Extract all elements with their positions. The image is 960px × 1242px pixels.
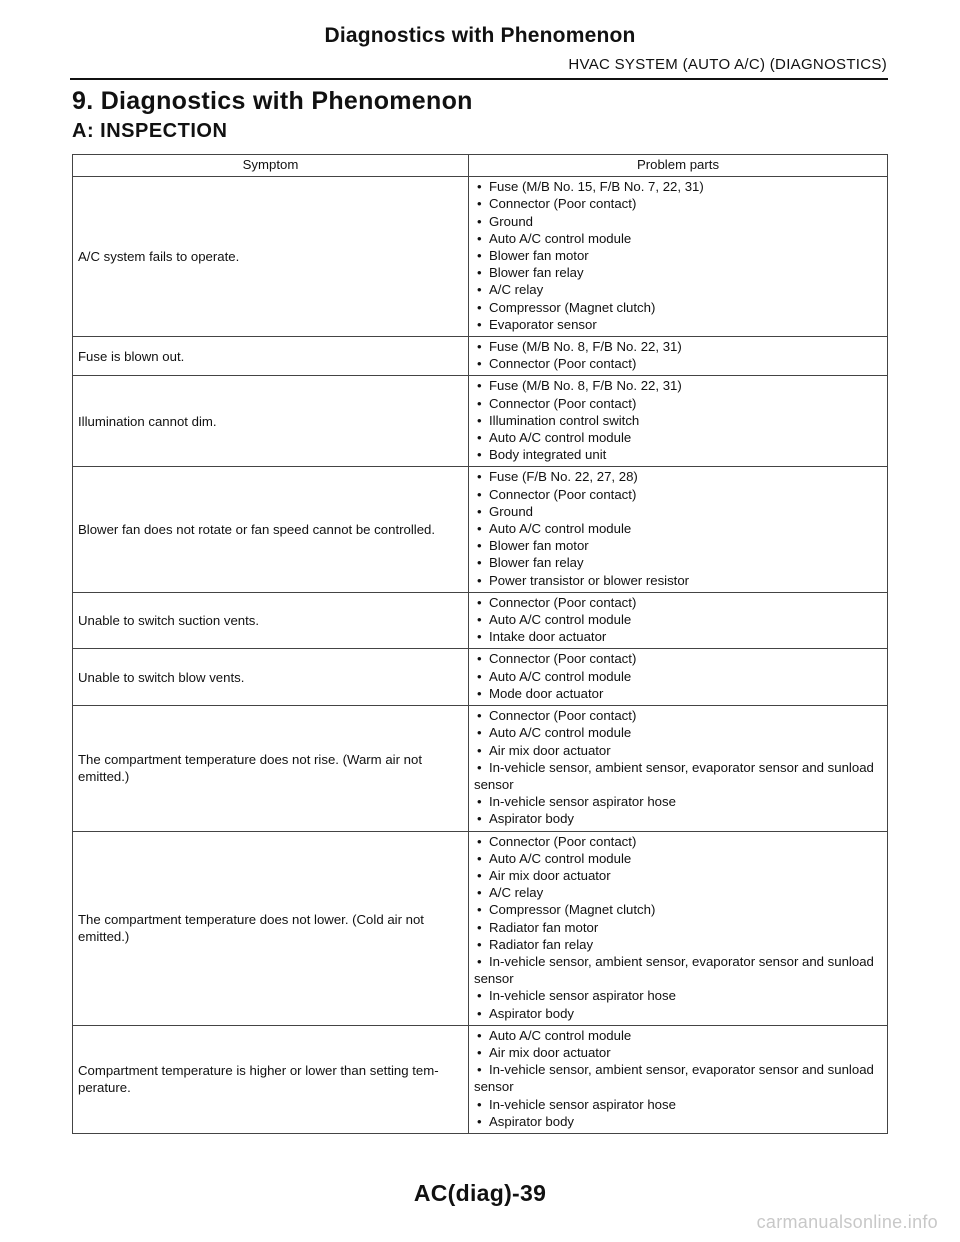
problem-part-text: Compressor (Magnet clutch) (489, 902, 656, 918)
bullet-icon: • (477, 902, 482, 918)
bullet-icon: • (477, 651, 482, 667)
table-row (73, 177, 888, 337)
section-subtitle: A: INSPECTION (72, 120, 228, 142)
problem-part-item (474, 377, 883, 394)
problem-part-item (474, 178, 883, 195)
bullet-icon: • (477, 521, 482, 537)
problem-part-item (474, 867, 883, 884)
problem-part-item (474, 759, 883, 793)
bullet-icon: • (477, 759, 482, 775)
problem-part-item (474, 281, 883, 298)
bullet-icon: • (477, 538, 482, 554)
table-row (73, 592, 888, 649)
bullet-icon: • (477, 850, 482, 866)
problem-part-text: Body integrated unit (489, 447, 607, 463)
problem-part-text: Connector (Poor contact) (489, 356, 637, 372)
bullet-icon: • (477, 668, 482, 684)
symptom-cell: Blower fan does not rotate or fan speed cannot be controlled. (73, 467, 469, 592)
symptom-cell: Illumination cannot dim. (73, 376, 469, 467)
problem-part-item (474, 264, 883, 281)
bullet-icon: • (477, 1005, 482, 1021)
table-row (73, 1025, 888, 1133)
problem-part-item (474, 850, 883, 867)
problem-part-item (474, 503, 883, 520)
bullet-icon: • (477, 503, 482, 519)
problem-part-text: Radiator fan motor (489, 919, 599, 935)
problem-part-item (474, 833, 883, 850)
problem-part-text: Blower fan motor (489, 248, 589, 264)
table-row (73, 467, 888, 592)
problem-part-text: In-vehicle sensor aspirator hose (489, 988, 676, 1004)
problem-part-text: Aspirator body (489, 811, 575, 827)
problem-part-text: Air mix door actuator (489, 867, 611, 883)
bullet-icon: • (477, 708, 482, 724)
bullet-icon: • (477, 811, 482, 827)
problem-part-text: Auto A/C control module (489, 668, 632, 684)
bullet-icon: • (477, 412, 482, 428)
bullet-icon: • (477, 685, 482, 701)
bullet-icon: • (477, 213, 482, 229)
bullet-icon: • (477, 594, 482, 610)
problem-part-item (474, 987, 883, 1004)
problem-part-text: Ground (489, 503, 533, 519)
problem-part-text: Connector (Poor contact) (489, 486, 637, 502)
problem-part-text: Connector (Poor contact) (489, 833, 637, 849)
problem-part-text: Blower fan relay (489, 265, 584, 281)
problem-part-text: Air mix door actuator (489, 742, 611, 758)
bullet-icon: • (477, 919, 482, 935)
bullet-icon: • (477, 833, 482, 849)
bullet-icon: • (477, 885, 482, 901)
bullet-icon: • (477, 316, 482, 332)
bullet-icon: • (477, 612, 482, 628)
problem-part-item (474, 953, 883, 987)
bullet-icon: • (477, 725, 482, 741)
diagnostics-table (72, 154, 888, 1134)
problem-part-item (474, 650, 883, 667)
bullet-icon: • (477, 572, 482, 588)
watermark: carmanualsonline.info (756, 1212, 938, 1232)
problem-part-item (474, 724, 883, 741)
problem-part-item (474, 1005, 883, 1022)
problem-part-item (474, 628, 883, 645)
problem-part-item (474, 936, 883, 953)
problem-part-text: Evaporator sensor (489, 316, 597, 332)
symptom-cell: A/C system fails to operate. (73, 177, 469, 337)
problem-parts-cell (469, 1025, 888, 1133)
header-divider (70, 78, 888, 80)
problem-parts-cell (469, 177, 888, 337)
problem-parts-cell (469, 337, 888, 376)
page-number: AC(diag)-39 (413, 1180, 547, 1206)
problem-part-item (474, 395, 883, 412)
problem-part-text: Auto A/C control module (489, 230, 632, 246)
bullet-icon: • (477, 230, 482, 246)
problem-part-text: Compressor (Magnet clutch) (489, 299, 656, 315)
problem-part-item (474, 707, 883, 724)
problem-part-text: Connector (Poor contact) (489, 651, 637, 667)
bullet-icon: • (477, 1062, 482, 1078)
table-body (73, 177, 888, 1134)
bullet-icon: • (477, 988, 482, 1004)
bullet-icon: • (477, 953, 482, 969)
problem-part-text: Illumination control switch (489, 412, 640, 428)
bullet-icon: • (477, 629, 482, 645)
problem-part-item (474, 793, 883, 810)
bullet-icon: • (477, 282, 482, 298)
problem-part-item (474, 810, 883, 827)
problem-part-text: Auto A/C control module (489, 1027, 632, 1043)
problem-part-item (474, 1061, 883, 1095)
problem-part-text: A/C relay (489, 885, 544, 901)
problem-part-text: In-vehicle sensor, ambient sensor, evaporator sensor and sunload sensor (474, 953, 874, 987)
problem-part-text: In-vehicle sensor, ambient sensor, evaporator sensor and sunload sensor (474, 1062, 874, 1095)
problem-parts-cell (469, 649, 888, 706)
bullet-icon: • (477, 486, 482, 502)
problem-part-text: Fuse (M/B No. 15, F/B No. 7, 22, 31) (489, 179, 704, 195)
page-header-title: Diagnostics with Phenomenon (324, 24, 636, 47)
problem-part-text: Air mix door actuator (489, 1044, 611, 1060)
problem-part-text: Ground (489, 213, 533, 229)
problem-part-item (474, 1096, 883, 1113)
bullet-icon: • (477, 179, 482, 195)
problem-part-text: Fuse (F/B No. 22, 27, 28) (489, 469, 638, 485)
problem-parts-cell (469, 831, 888, 1025)
problem-parts-cell (469, 706, 888, 831)
problem-part-text: Fuse (M/B No. 8, F/B No. 22, 31) (489, 378, 682, 394)
problem-part-text: Intake door actuator (489, 629, 607, 645)
problem-part-text: Fuse (M/B No. 8, F/B No. 22, 31) (489, 339, 682, 355)
problem-part-item (474, 486, 883, 503)
problem-part-item (474, 412, 883, 429)
bullet-icon: • (477, 378, 482, 394)
problem-part-text: Connector (Poor contact) (489, 196, 637, 212)
problem-part-text: Connector (Poor contact) (489, 708, 637, 724)
problem-part-item (474, 213, 883, 230)
bullet-icon: • (477, 1113, 482, 1129)
problem-part-item (474, 572, 883, 589)
problem-part-item (474, 901, 883, 918)
problem-part-item (474, 884, 883, 901)
problem-part-text: Auto A/C control module (489, 521, 632, 537)
problem-part-text: In-vehicle sensor aspirator hose (489, 1096, 676, 1112)
column-header-symptom: Symptom (73, 155, 469, 177)
problem-part-text: Auto A/C control module (489, 850, 632, 866)
symptom-cell: Fuse is blown out. (73, 337, 469, 376)
page-header-subtitle: HVAC SYSTEM (AUTO A/C) (DIAGNOSTICS) (568, 56, 887, 73)
problem-part-item (474, 1044, 883, 1061)
section-title: 9. Diagnostics with Phenomenon (72, 87, 473, 115)
problem-part-item (474, 247, 883, 264)
problem-part-item (474, 554, 883, 571)
problem-part-item (474, 468, 883, 485)
problem-part-text: In-vehicle sensor, ambient sensor, evaporator sensor and sunload sensor (474, 759, 874, 792)
problem-part-text: Aspirator body (489, 1005, 575, 1021)
bullet-icon: • (477, 936, 482, 952)
bullet-icon: • (477, 430, 482, 446)
table-row (73, 376, 888, 467)
bullet-icon: • (477, 555, 482, 571)
problem-part-item (474, 1027, 883, 1044)
problem-part-text: Connector (Poor contact) (489, 594, 637, 610)
problem-part-item (474, 919, 883, 936)
bullet-icon: • (477, 248, 482, 264)
bullet-icon: • (477, 299, 482, 315)
table-row (73, 831, 888, 1025)
bullet-icon: • (477, 742, 482, 758)
symptom-cell: Compartment temperature is higher or lower than setting tem-perature. (73, 1025, 469, 1133)
bullet-icon: • (477, 339, 482, 355)
problem-part-item (474, 195, 883, 212)
problem-parts-cell (469, 592, 888, 649)
problem-part-item (474, 1113, 883, 1130)
problem-part-item (474, 299, 883, 316)
bullet-icon: • (477, 867, 482, 883)
bullet-icon: • (477, 1027, 482, 1043)
symptom-cell: Unable to switch blow vents. (73, 649, 469, 706)
problem-part-item (474, 742, 883, 759)
problem-part-item (474, 316, 883, 333)
table-row (73, 706, 888, 831)
problem-part-text: A/C relay (489, 282, 544, 298)
problem-part-item (474, 668, 883, 685)
bullet-icon: • (477, 1096, 482, 1112)
problem-parts-cell (469, 376, 888, 467)
problem-part-text: Auto A/C control module (489, 430, 632, 446)
problem-part-text: Radiator fan relay (489, 936, 594, 952)
symptom-cell: The compartment temperature does not lower. (Cold air not emitted.) (73, 831, 469, 1025)
column-header-problem-parts: Problem parts (469, 155, 888, 177)
bullet-icon: • (477, 1044, 482, 1060)
problem-part-text: Mode door actuator (489, 685, 604, 701)
problem-part-text: Auto A/C control module (489, 612, 632, 628)
symptom-cell: The compartment temperature does not rise. (Warm air not emitted.) (73, 706, 469, 831)
bullet-icon: • (477, 356, 482, 372)
problem-part-item (474, 611, 883, 628)
problem-part-text: Connector (Poor contact) (489, 395, 637, 411)
table-header-row (73, 155, 888, 177)
symptom-cell: Unable to switch suction vents. (73, 592, 469, 649)
bullet-icon: • (477, 395, 482, 411)
problem-part-item (474, 446, 883, 463)
problem-part-text: In-vehicle sensor aspirator hose (489, 794, 676, 810)
problem-part-text: Blower fan motor (489, 538, 589, 554)
bullet-icon: • (477, 265, 482, 281)
problem-part-text: Aspirator body (489, 1113, 575, 1129)
problem-part-text: Auto A/C control module (489, 725, 632, 741)
problem-part-item (474, 230, 883, 247)
problem-part-item (474, 520, 883, 537)
bullet-icon: • (477, 447, 482, 463)
problem-part-item (474, 685, 883, 702)
table-row (73, 649, 888, 706)
table-row (73, 337, 888, 376)
bullet-icon: • (477, 794, 482, 810)
problem-part-item (474, 429, 883, 446)
bullet-icon: • (477, 469, 482, 485)
problem-part-text: Power transistor or blower resistor (489, 572, 690, 588)
problem-parts-cell (469, 467, 888, 592)
problem-part-item (474, 594, 883, 611)
bullet-icon: • (477, 196, 482, 212)
problem-part-item (474, 355, 883, 372)
problem-part-item (474, 338, 883, 355)
problem-part-text: Blower fan relay (489, 555, 584, 571)
problem-part-item (474, 537, 883, 554)
